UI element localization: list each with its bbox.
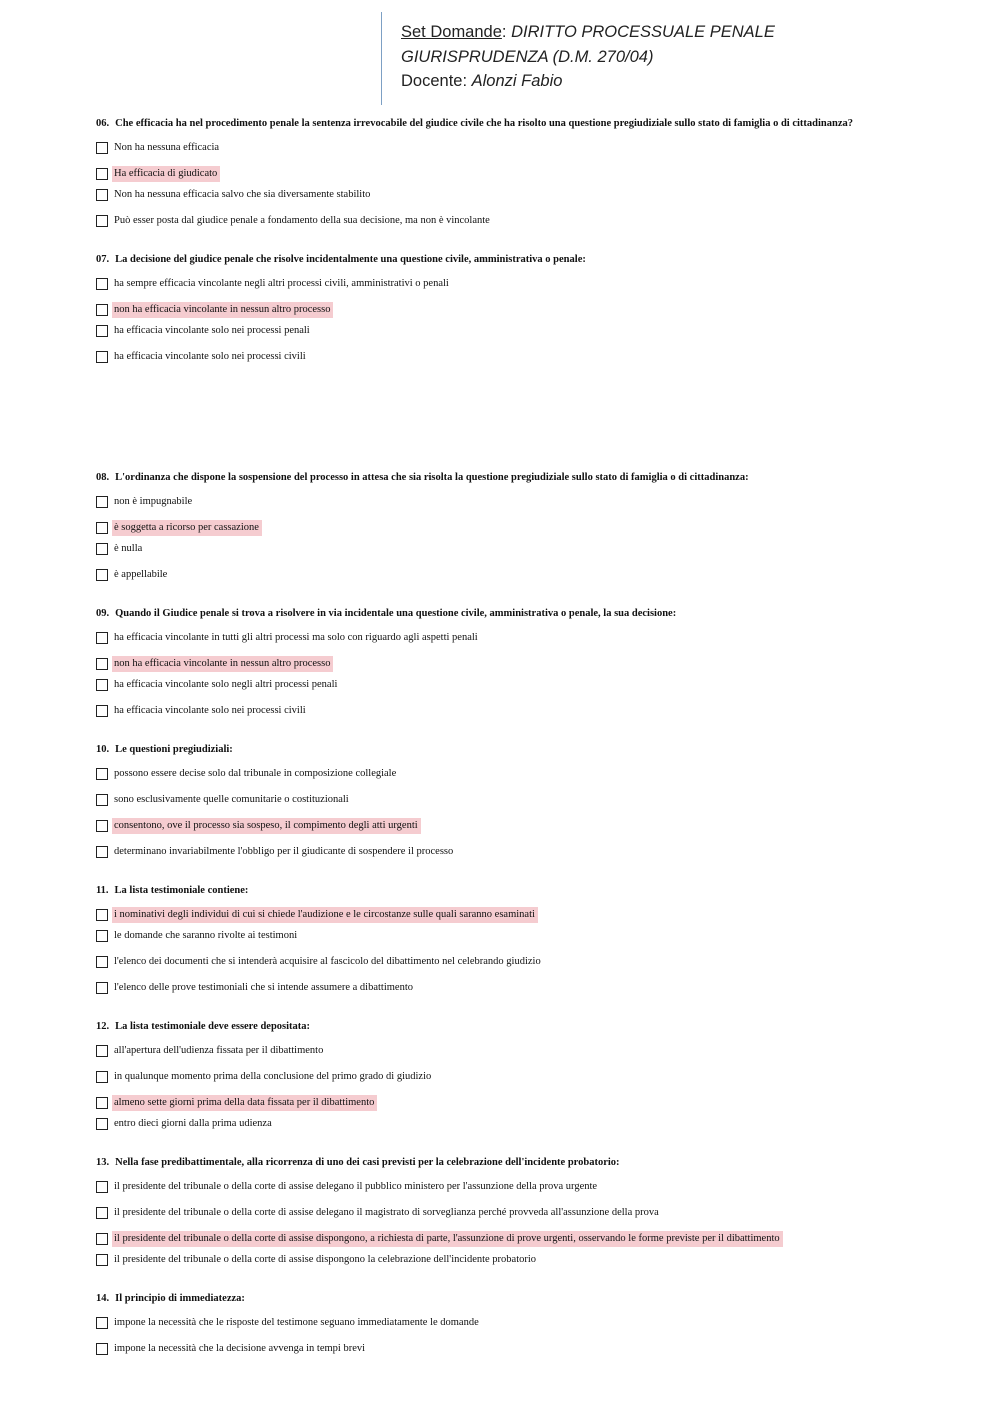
checkbox[interactable] xyxy=(96,215,108,227)
option-label: entro dieci giorni dalla prima udienza xyxy=(114,1118,272,1129)
answer-option[interactable] xyxy=(96,701,876,727)
checkbox[interactable] xyxy=(96,982,108,994)
question-text xyxy=(96,884,876,897)
option-label: non è impugnabile xyxy=(114,496,193,507)
checkbox[interactable] xyxy=(96,956,108,968)
question-13 xyxy=(96,1156,876,1276)
checkbox[interactable] xyxy=(96,794,108,806)
option-label: le domande che saranno rivolte ai testimoni xyxy=(114,930,298,941)
option-label: ha sempre efficacia vincolante negli altri processi civili, amministrativi o penali xyxy=(114,278,449,289)
answer-option[interactable] xyxy=(96,978,876,1004)
option-label: possono essere decise solo dal tribunale in composizione collegiale xyxy=(114,768,397,779)
teacher-name: Alonzi Fabio xyxy=(471,72,563,90)
option-label: ha efficacia vincolante solo negli altri processi penali xyxy=(114,679,338,690)
checkbox[interactable] xyxy=(96,543,108,555)
question-number: 11. xyxy=(96,885,109,896)
question-14 xyxy=(96,1292,876,1365)
option-label: impone la necessità che le risposte del testimone seguano immediatamente le domande xyxy=(114,1317,479,1328)
checkbox[interactable] xyxy=(96,632,108,644)
question-11 xyxy=(96,884,876,1004)
answer-option[interactable] xyxy=(96,274,876,300)
option-label: il presidente del tribunale o della corte di assise dispongono, a richiesta di parte, l'assunzione di prove urgenti, osservando le forme previste per il dibattimento xyxy=(112,1231,783,1247)
option-label: ha efficacia vincolante solo nei processi penali xyxy=(114,325,310,336)
checkbox[interactable] xyxy=(96,1254,108,1266)
answer-option[interactable] xyxy=(96,138,876,164)
question-prompt: La lista testimoniale contiene: xyxy=(114,885,249,896)
checkbox[interactable] xyxy=(96,304,108,316)
answer-option-correct[interactable] xyxy=(96,816,876,842)
question-prompt: Le questioni pregiudiziali: xyxy=(115,744,233,755)
answer-option-correct[interactable] xyxy=(96,654,876,675)
answer-option[interactable] xyxy=(96,1041,876,1067)
question-list xyxy=(96,117,876,1381)
question-number: 06. xyxy=(96,118,110,129)
answer-option-correct[interactable] xyxy=(96,300,876,321)
question-prompt: La lista testimoniale deve essere depositata: xyxy=(115,1021,311,1032)
checkbox[interactable] xyxy=(96,1071,108,1083)
answer-option-correct[interactable] xyxy=(96,1093,876,1114)
answer-option[interactable] xyxy=(96,790,876,816)
option-label: l'elenco delle prove testimoniali che si intende assumere a dibattimento xyxy=(114,982,414,993)
option-label: Non ha nessuna efficacia xyxy=(114,142,220,153)
answer-option[interactable] xyxy=(96,926,876,952)
checkbox[interactable] xyxy=(96,930,108,942)
answer-option[interactable] xyxy=(96,565,876,591)
option-label: in qualunque momento prima della conclusione del primo grado di giudizio xyxy=(114,1071,432,1082)
option-label: il presidente del tribunale o della corte di assise delegano il magistrato di sorveglianza perché provveda all'assunzione della prova xyxy=(114,1207,659,1218)
checkbox[interactable] xyxy=(96,142,108,154)
answer-option[interactable] xyxy=(96,492,876,518)
option-label: non ha efficacia vincolante in nessun altro processo xyxy=(112,656,333,672)
header-subject-line1: Set Domande: DIRITTO PROCESSUALE PENALE xyxy=(401,23,775,41)
option-label: determinano invariabilmente l'obbligo per il giudicante di sospendere il processo xyxy=(114,846,454,857)
option-label: l'elenco dei documenti che si intenderà acquisire al fascicolo del dibattimento nel celebrando giudizio xyxy=(114,956,541,967)
checkbox[interactable] xyxy=(96,1207,108,1219)
answer-option[interactable] xyxy=(96,1177,876,1203)
checkbox[interactable] xyxy=(96,278,108,290)
question-number: 14. xyxy=(96,1293,110,1304)
question-prompt: Il principio di immediatezza: xyxy=(115,1293,245,1304)
question-text xyxy=(96,117,876,130)
answer-option[interactable] xyxy=(96,1114,876,1140)
checkbox[interactable] xyxy=(96,679,108,691)
option-label: il presidente del tribunale o della corte di assise dispongono la celebrazione dell'incidente probatorio xyxy=(114,1254,537,1265)
answer-option[interactable] xyxy=(96,321,876,347)
question-09 xyxy=(96,607,876,727)
checkbox[interactable] xyxy=(96,820,108,832)
answer-option[interactable] xyxy=(96,1313,876,1339)
checkbox[interactable] xyxy=(96,1118,108,1130)
checkbox[interactable] xyxy=(96,909,108,921)
question-12 xyxy=(96,1020,876,1140)
answer-option[interactable] xyxy=(96,211,876,237)
checkbox[interactable] xyxy=(96,705,108,717)
document-header xyxy=(381,12,942,105)
answer-option[interactable] xyxy=(96,1203,876,1229)
option-label: Non ha nessuna efficacia salvo che sia diversamente stabilito xyxy=(114,189,371,200)
answer-option-correct[interactable] xyxy=(96,164,876,185)
checkbox[interactable] xyxy=(96,1045,108,1057)
option-label: ha efficacia vincolante solo nei processi civili xyxy=(114,351,306,362)
answer-option-correct[interactable] xyxy=(96,1229,876,1250)
question-number: 13. xyxy=(96,1157,110,1168)
checkbox[interactable] xyxy=(96,189,108,201)
answer-option[interactable] xyxy=(96,675,876,701)
subject-subtitle: GIURISPRUDENZA (D.M. 270/04) xyxy=(401,47,654,66)
option-label: ha efficacia vincolante in tutti gli altri processi ma solo con riguardo agli aspetti penali xyxy=(114,632,478,643)
option-label: impone la necessità che la decisione avvenga in tempi brevi xyxy=(114,1343,366,1354)
option-label: è appellabile xyxy=(114,569,168,580)
checkbox[interactable] xyxy=(96,1097,108,1109)
question-prompt: Nella fase predibattimentale, alla ricorrenza di uno dei casi previsti per la celebrazione dell'incidente probatorio: xyxy=(115,1157,620,1168)
question-prompt: La decisione del giudice penale che risolve incidentalmente una questione civile, amministrativa o penale: xyxy=(115,254,586,265)
question-prompt: L'ordinanza che dispone la sospensione del processo in attesa che sia risolta la questione pregiudiziale sullo stato di famiglia o di cittadinanza: xyxy=(115,472,749,483)
question-number: 12. xyxy=(96,1021,110,1032)
checkbox[interactable] xyxy=(96,168,108,180)
option-label: Può esser posta dal giudice penale a fondamento della sua decisione, ma non è vincolante xyxy=(114,215,490,226)
option-label: ha efficacia vincolante solo nei processi civili xyxy=(114,705,306,716)
question-number: 08. xyxy=(96,472,110,483)
header-teacher xyxy=(401,69,942,94)
checkbox[interactable] xyxy=(96,1317,108,1329)
checkbox[interactable] xyxy=(96,522,108,534)
checkbox[interactable] xyxy=(96,496,108,508)
option-label: all'apertura dell'udienza fissata per il dibattimento xyxy=(114,1045,324,1056)
question-text xyxy=(96,253,876,266)
option-label: Ha efficacia di giudicato xyxy=(112,166,220,182)
question-text xyxy=(96,743,876,756)
option-label: almeno sette giorni prima della data fissata per il dibattimento xyxy=(112,1095,377,1111)
checkbox[interactable] xyxy=(96,846,108,858)
answer-option[interactable] xyxy=(96,1067,876,1093)
subject-title: DIRITTO PROCESSUALE PENALE xyxy=(511,23,775,41)
option-label: non ha efficacia vincolante in nessun altro processo xyxy=(112,302,333,318)
option-label: il presidente del tribunale o della corte di assise delegano il pubblico ministero per l'assunzione della prova urgente xyxy=(114,1181,598,1192)
checkbox[interactable] xyxy=(96,1343,108,1355)
answer-option[interactable] xyxy=(96,764,876,790)
question-prompt: Che efficacia ha nel procedimento penale la sentenza irrevocabile del giudice civile che ha risolto una questione pregiudiziale sullo stato di famiglia o di cittadinanza? xyxy=(115,118,854,129)
question-text xyxy=(96,1292,876,1305)
answer-option[interactable] xyxy=(96,539,876,565)
answer-option-correct[interactable] xyxy=(96,905,876,926)
checkbox[interactable] xyxy=(96,325,108,337)
question-10 xyxy=(96,743,876,868)
checkbox[interactable] xyxy=(96,351,108,363)
question-07 xyxy=(96,253,876,373)
checkbox[interactable] xyxy=(96,658,108,670)
checkbox[interactable] xyxy=(96,569,108,581)
question-number: 10. xyxy=(96,744,110,755)
answer-option[interactable] xyxy=(96,185,876,211)
option-label: è soggetta a ricorso per cassazione xyxy=(112,520,262,536)
answer-option[interactable] xyxy=(96,628,876,654)
answer-option-correct[interactable] xyxy=(96,518,876,539)
header-subject-line2 xyxy=(401,45,942,70)
question-number: 09. xyxy=(96,608,110,619)
answer-option[interactable] xyxy=(96,1250,876,1276)
set-label: Set Domande xyxy=(401,23,502,41)
question-text xyxy=(96,607,876,620)
answer-option[interactable] xyxy=(96,347,876,373)
question-text xyxy=(96,471,876,484)
answer-option[interactable] xyxy=(96,1339,876,1365)
question-number: 07. xyxy=(96,254,110,265)
question-text xyxy=(96,1156,876,1169)
checkbox[interactable] xyxy=(96,768,108,780)
page-gap xyxy=(96,389,876,471)
question-prompt: Quando il Giudice penale si trova a risolvere in via incidentale una questione civile, amministrativa o penale, la sua decisione: xyxy=(115,608,677,619)
question-06 xyxy=(96,117,876,237)
option-label: i nominativi degli individui di cui si chiede l'audizione e le circostanze sulle quali saranno esaminati xyxy=(112,907,538,923)
option-label: sono esclusivamente quelle comunitarie o costituzionali xyxy=(114,794,349,805)
answer-option[interactable] xyxy=(96,842,876,868)
question-08 xyxy=(96,471,876,591)
option-label: è nulla xyxy=(114,543,143,554)
checkbox[interactable] xyxy=(96,1233,108,1245)
question-text xyxy=(96,1020,876,1033)
teacher-label: Docente: xyxy=(401,72,468,90)
checkbox[interactable] xyxy=(96,1181,108,1193)
answer-option[interactable] xyxy=(96,952,876,978)
option-label: consentono, ove il processo sia sospeso, il compimento degli atti urgenti xyxy=(112,818,421,834)
